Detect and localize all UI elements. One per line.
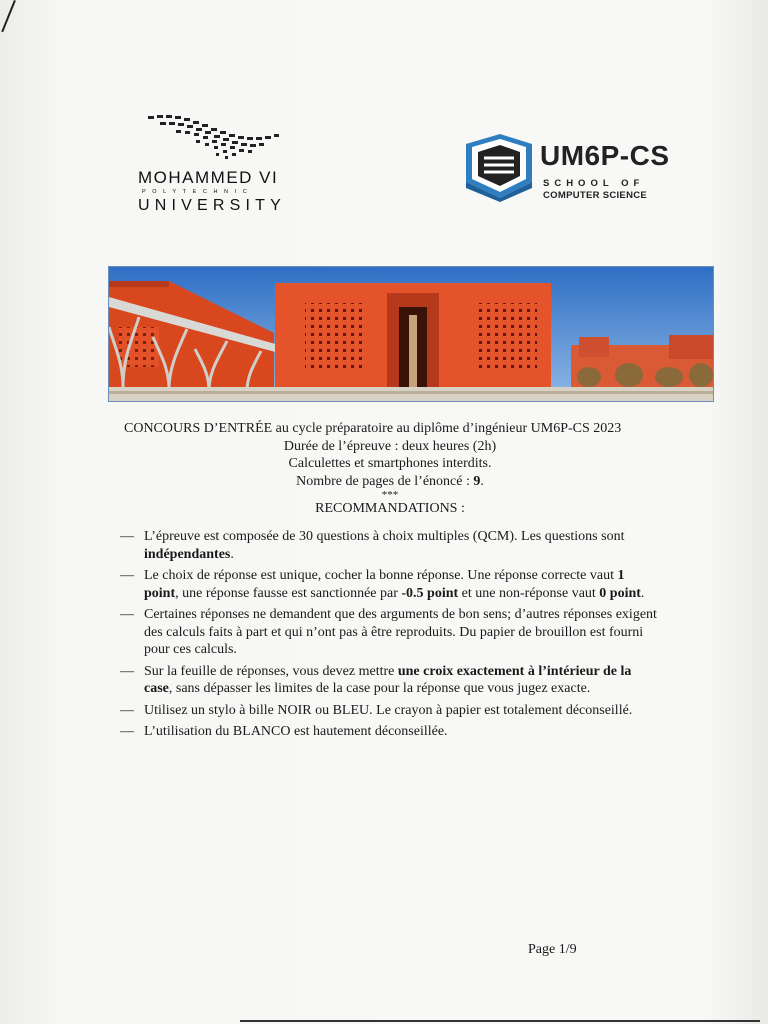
um6p-logo — [138, 112, 298, 212]
separator-stars: *** — [381, 489, 399, 501]
page-count — [100, 473, 680, 491]
bullet-dash: — — [120, 663, 134, 679]
um6p-wave-icon — [146, 112, 296, 166]
recommendation-item — [120, 663, 660, 698]
page-edge-line — [240, 1020, 760, 1022]
reco-text: Certaines réponses ne demandent que des arguments de bon sens; d’autres réponses exigent des calculs faits à part et qui n’ont pas à être reproduits. Du papier de brouillon est fourni pour ces calculs. — [144, 607, 657, 657]
reco-text: Sur la feuille de réponses, vous devez mettre — [144, 663, 398, 679]
logo-subtitle-school-of: SCHOOL OF — [543, 178, 645, 189]
campus-photo — [108, 266, 714, 402]
pen-mark — [1, 0, 16, 32]
recommendation-item — [120, 723, 660, 741]
cube-logo-icon — [460, 130, 536, 202]
contest-title-main: CONCOURS D’ENTRÉE — [124, 421, 273, 436]
bullet-dash: — — [120, 724, 134, 739]
reco-text: . — [230, 546, 234, 562]
reco-text: Utilisez un stylo à bille NOIR ou BLEU. Le crayon à papier est totalement déconseillé. — [144, 702, 633, 718]
logo-text-polytechnic: POLYTECHNIC — [142, 189, 254, 195]
reco-text: , une réponse fausse est sanctionnée par — [175, 585, 402, 601]
page-number: Page 1/9 — [528, 942, 577, 957]
recommendation-item — [120, 702, 660, 720]
um6p-cs-logo — [460, 130, 670, 202]
page-count-label: Nombre de pages de l’énoncé : — [296, 473, 474, 489]
exam-header — [100, 420, 680, 518]
reco-emphasis: -0.5 point — [401, 585, 459, 601]
bullet-dash: — — [120, 607, 134, 622]
reco-emphasis: indépendantes — [144, 546, 231, 562]
reco-text: , sans dépasser les limites de la case pour la réponse que vous jugez exacte. — [168, 681, 591, 696]
bullet-dash: — — [120, 702, 134, 718]
contest-title — [100, 420, 680, 438]
reco-emphasis: 0 point — [599, 585, 641, 601]
recommendation-item — [120, 528, 660, 563]
logo-text-university: UNIVERSITY — [138, 197, 287, 214]
reco-text: . — [640, 585, 645, 601]
recommendations-list — [120, 528, 660, 745]
bullet-dash: — — [120, 568, 134, 583]
logo-text-mohammed-vi: MOHAMMED VI — [138, 168, 279, 187]
page-count-period: . — [480, 473, 484, 489]
reco-text: et une non-réponse vaut — [458, 585, 600, 601]
reco-text: L’utilisation du BLANCO est hautement déconseillée. — [144, 724, 448, 739]
recommendation-item — [120, 606, 660, 659]
recommendations-title: RECOMMANDATIONS : — [315, 501, 465, 516]
reco-emphasis: une croix exactement à l’intérieur de la case — [144, 663, 632, 696]
exam-duration: Durée de l’épreuve : deux heures (2h) — [283, 438, 497, 454]
bullet-dash: — — [120, 529, 134, 544]
reco-text: L’épreuve est composée de 30 questions à choix multiples (QCM). Les questions sont — [144, 529, 625, 544]
logo-subtitle-computer-science: COMPUTER SCIENCE — [543, 190, 648, 201]
reco-text: Le choix de réponse est unique, cocher la bonne réponse. Une réponse correcte vaut — [144, 568, 618, 583]
reco-emphasis: 1 point — [144, 568, 625, 601]
recommendation-item — [120, 567, 660, 602]
page-count-value: 9 — [473, 473, 481, 489]
devices-notice: Calculettes et smartphones interdits. — [288, 456, 492, 471]
logo-title: UM6P-CS — [540, 140, 670, 171]
contest-title-rest: au cycle préparatoire au diplôme d’ingénieur UM6P-CS 2023 — [272, 421, 622, 436]
